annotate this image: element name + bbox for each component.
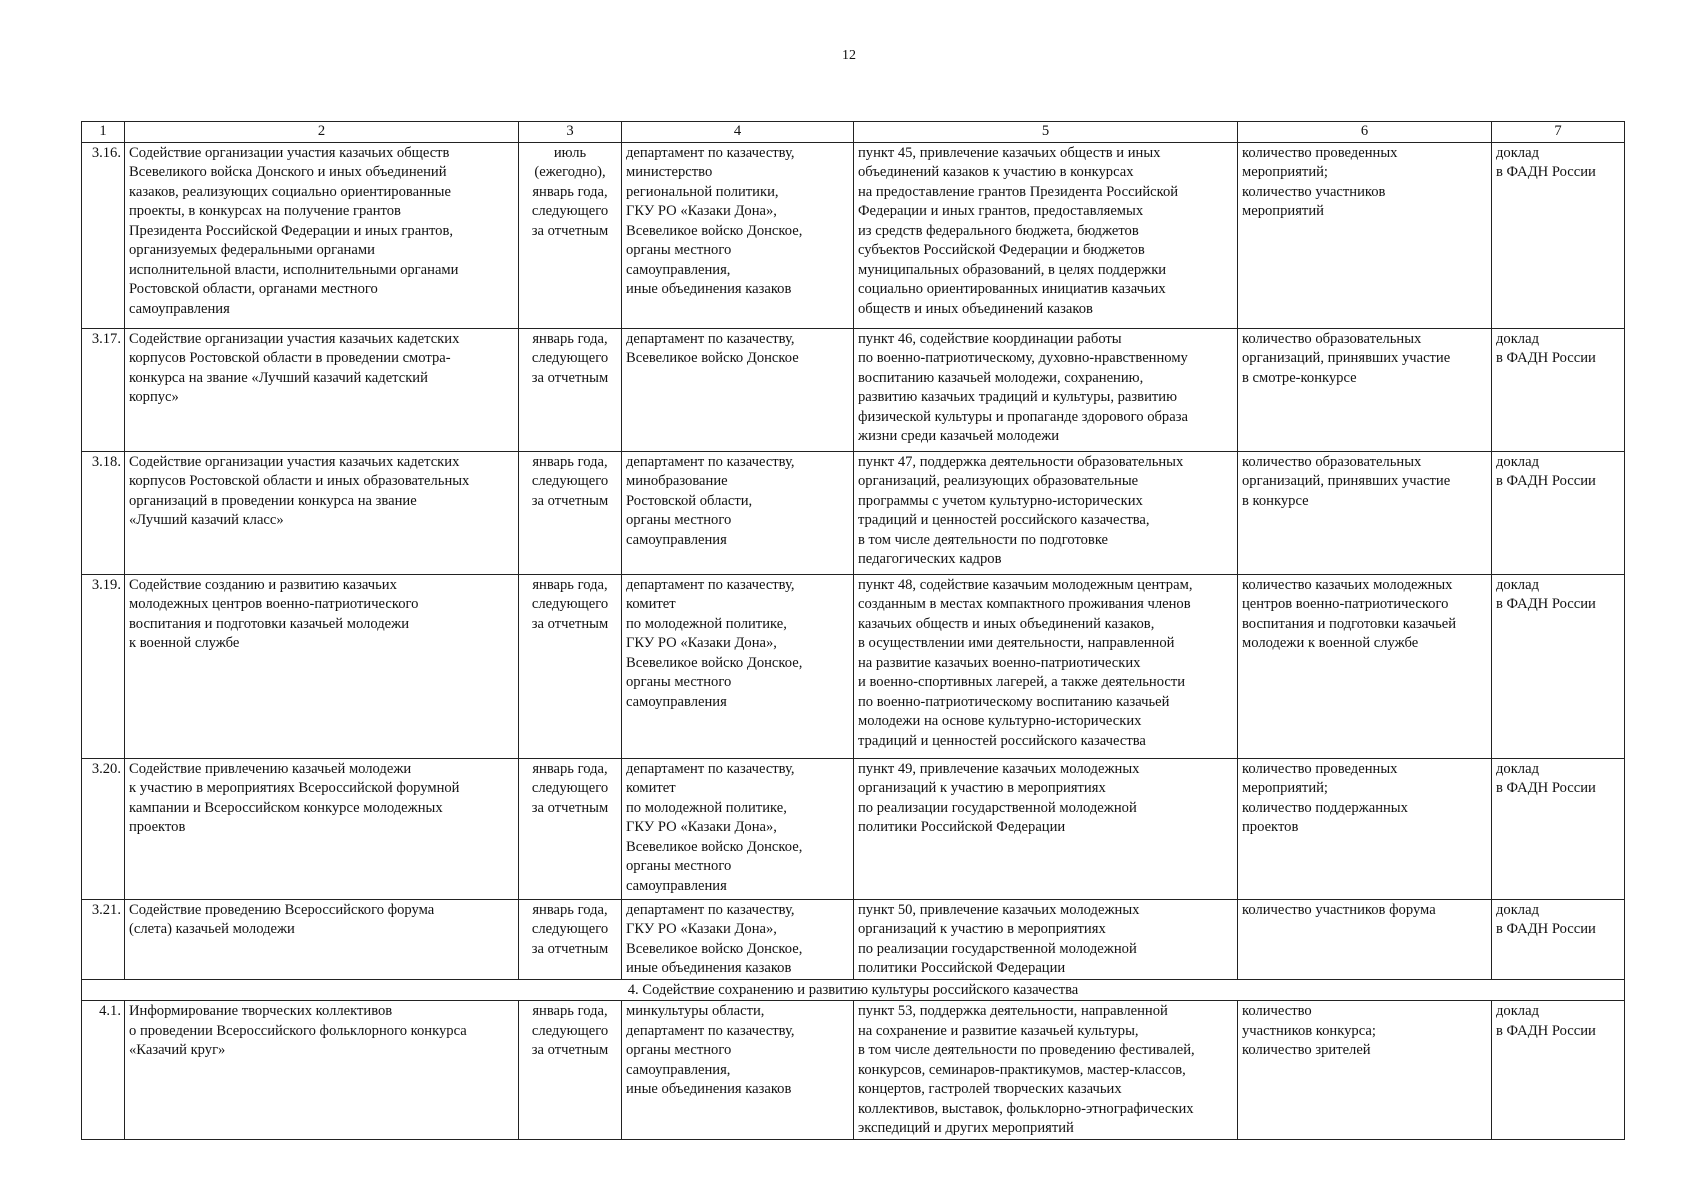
term-cell: январь года, следующего за отчетным [519,451,622,574]
report-cell: доклад в ФАДН России [1492,758,1625,899]
strategy-cell: пункт 45, привлечение казачьих обществ и иных объединений казаков к участию в конкурсах на предоставление грантов Президента Российской Федерации и иных грантов, предоставляемых из средств федерального бюджета, бюджетов субъектов Российской Федерации и бюджетов муниципальных образований, в целях поддержки социально ориентированных инициатив казачьих обществ и иных объединений казаков [854,142,1238,328]
page-number: 12 [842,48,856,63]
report-cell: доклад в ФАДН России [1492,328,1625,451]
section-title: 4. Содействие сохранению и развитию культуры российского казачества [82,979,1625,1001]
term-cell: июль (ежегодно), январь года, следующего за отчетным [519,142,622,328]
item-number: 4.1. [82,1001,125,1140]
report-cell: доклад в ФАДН России [1492,574,1625,758]
executors-cell: департамент по казачеству, минобразование Ростовской области, органы местного самоуправления [622,451,854,574]
item-number: 3.19. [82,574,125,758]
term-cell: январь года, следующего за отчетным [519,328,622,451]
term-cell: январь года, следующего за отчетным [519,758,622,899]
executors-cell: минкультуры области, департамент по казачеству, органы местного самоуправления, иные объединения казаков [622,1001,854,1140]
column-number: 5 [854,122,1238,143]
item-number: 3.20. [82,758,125,899]
table-row [82,142,1625,328]
indicator-cell: количество участников форума [1238,899,1492,979]
column-number: 1 [82,122,125,143]
table-row [82,758,1625,899]
report-cell: доклад в ФАДН России [1492,1001,1625,1140]
indicator-cell: количество образовательных организаций, принявших участие в конкурсе [1238,451,1492,574]
section-heading-row [82,979,1625,1001]
column-numbers-row [82,122,1625,143]
measure-cell: Содействие привлечению казачьей молодежи к участию в мероприятиях Всероссийской форумной кампании и Всероссийском конкурсе молодежных проектов [125,758,519,899]
table-row [82,328,1625,451]
strategy-cell: пункт 46, содействие координации работы по военно-патриотическому, духовно-нравственному воспитанию казачьей молодежи, сохранению, развитию казачьих традиций и культуры, развитию физической культуры и пропаганде здорового образа жизни среди казачьей молодежи [854,328,1238,451]
report-cell: доклад в ФАДН России [1492,899,1625,979]
strategy-cell: пункт 48, содействие казачьим молодежным центрам, созданным в местах компактного проживания членов казачьих обществ и иных объединений казаков, в осуществлении ими деятельности, направленной на развитие казачьих военно-патриотических и военно-спортивных лагерей, а также деятельности по военно-патриотическому воспитанию казачьей молодежи на основе культурно-исторических традиций и ценностей российского казачества [854,574,1238,758]
executors-cell: департамент по казачеству, Всевеликое войско Донское [622,328,854,451]
executors-cell: департамент по казачеству, ГКУ РО «Казаки Дона», Всевеликое войско Донское, иные объединения казаков [622,899,854,979]
report-cell: доклад в ФАДН России [1492,142,1625,328]
action-plan-table [81,121,1625,1140]
measure-cell: Содействие организации участия казачьих кадетских корпусов Ростовской области и иных образовательных организаций в проведении конкурса на звание «Лучший казачий класс» [125,451,519,574]
table-row [82,899,1625,979]
measure-cell: Информирование творческих коллективов о проведении Всероссийского фольклорного конкурса «Казачий круг» [125,1001,519,1140]
measure-cell: Содействие созданию и развитию казачьих молодежных центров военно-патриотического воспитания и подготовки казачьей молодежи к военной службе [125,574,519,758]
measure-cell: Содействие организации участия казачьих кадетских корпусов Ростовской области в проведении смотра- конкурса на звание «Лучший казачий кадетский корпус» [125,328,519,451]
executors-cell: департамент по казачеству, комитет по молодежной политике, ГКУ РО «Казаки Дона», Всевеликое войско Донское, органы местного самоуправления [622,574,854,758]
term-cell: январь года, следующего за отчетным [519,1001,622,1140]
indicator-cell: количество образовательных организаций, принявших участие в смотре-конкурсе [1238,328,1492,451]
strategy-cell: пункт 47, поддержка деятельности образовательных организаций, реализующих образовательные программы с учетом культурно-исторических традиций и ценностей российского казачества, в том числе деятельности по подготовке педагогических кадров [854,451,1238,574]
column-number: 3 [519,122,622,143]
executors-cell: департамент по казачеству, комитет по молодежной политике, ГКУ РО «Казаки Дона», Всевеликое войско Донское, органы местного самоуправления [622,758,854,899]
term-cell: январь года, следующего за отчетным [519,574,622,758]
measure-cell: Содействие проведению Всероссийского форума (слета) казачьей молодежи [125,899,519,979]
strategy-cell: пункт 53, поддержка деятельности, направленной на сохранение и развитие казачьей культуры, в том числе деятельности по проведению фестивалей, конкурсов, семинаров-практикумов, мастер-классов, концертов, гастролей творческих казачьих коллективов, выставок, фольклорно-этнографических экспедиций и других мероприятий [854,1001,1238,1140]
item-number: 3.16. [82,142,125,328]
strategy-cell: пункт 50, привлечение казачьих молодежных организаций к участию в мероприятиях по реализации государственной молодежной политики Российской Федерации [854,899,1238,979]
table-row [82,1001,1625,1140]
column-number: 6 [1238,122,1492,143]
indicator-cell: количество проведенных мероприятий; количество поддержанных проектов [1238,758,1492,899]
column-number: 4 [622,122,854,143]
measure-cell: Содействие организации участия казачьих обществ Всевеликого войска Донского и иных объединений казаков, реализующих социально ориентированные проекты, в конкурсах на получение грантов Президента Российской Федерации и иных грантов, организуемых федеральными органами исполнительной власти, исполнительными органами Ростовской области, органами местного самоуправления [125,142,519,328]
item-number: 3.18. [82,451,125,574]
executors-cell: департамент по казачеству, министерство региональной политики, ГКУ РО «Казаки Дона», Всевеликое войско Донское, органы местного самоуправления, иные объединения казаков [622,142,854,328]
item-number: 3.21. [82,899,125,979]
column-number: 2 [125,122,519,143]
column-number: 7 [1492,122,1625,143]
indicator-cell: количество участников конкурса; количество зрителей [1238,1001,1492,1140]
term-cell: январь года, следующего за отчетным [519,899,622,979]
report-cell: доклад в ФАДН России [1492,451,1625,574]
indicator-cell: количество казачьих молодежных центров военно-патриотического воспитания и подготовки казачьей молодежи к военной службе [1238,574,1492,758]
table-row [82,451,1625,574]
item-number: 3.17. [82,328,125,451]
indicator-cell: количество проведенных мероприятий; количество участников мероприятий [1238,142,1492,328]
strategy-cell: пункт 49, привлечение казачьих молодежных организаций к участию в мероприятиях по реализации государственной молодежной политики Российской Федерации [854,758,1238,899]
table-row [82,574,1625,758]
